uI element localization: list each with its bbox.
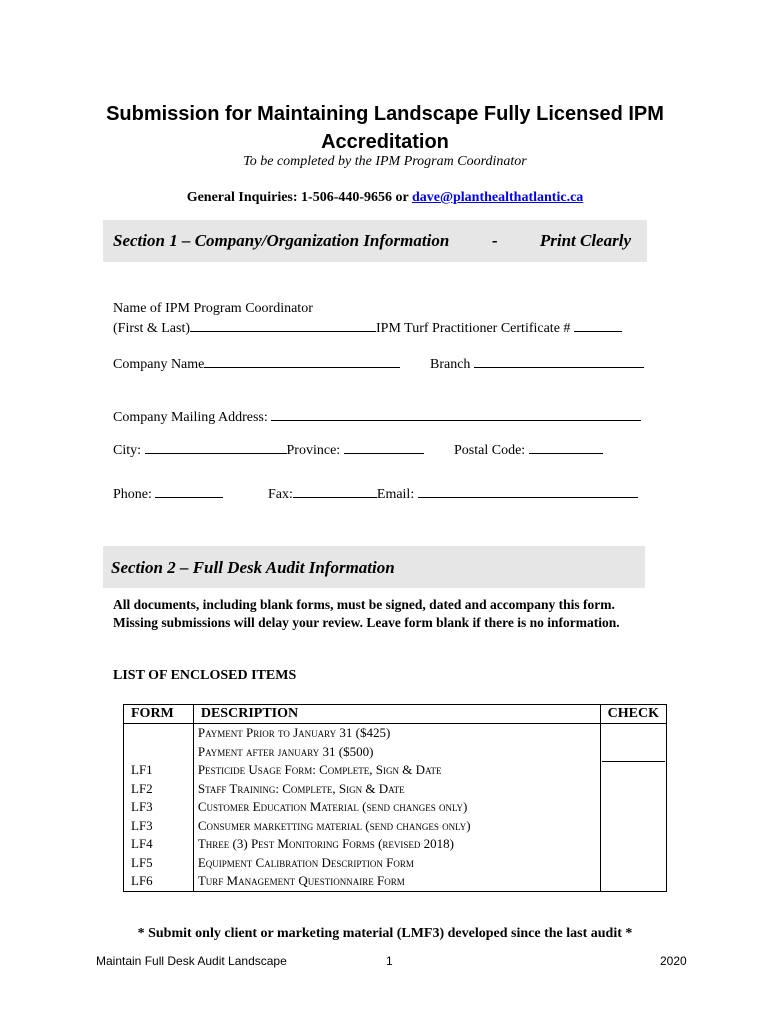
form-code: LF3 (131, 799, 153, 814)
item-description: Staff Training: Complete, Sign & Date (197, 780, 405, 796)
item-description: Three (3) Pest Monitoring Forms (revised 2018) (197, 836, 454, 851)
branch-field[interactable] (474, 354, 644, 368)
company-name-field[interactable] (204, 354, 400, 368)
column-header-check: CHECK (600, 705, 666, 724)
enclosed-items-table (123, 704, 667, 892)
description-column-cell (193, 724, 600, 892)
company-name-label: Company Name (113, 357, 205, 372)
section-1-title: Section 1 – Company/Organization Information (113, 231, 450, 250)
coordinator-label-line1: Name of IPM Program Coordinator (113, 301, 313, 316)
mailing-row (113, 407, 641, 427)
print-clearly-note: Print Clearly (539, 231, 631, 250)
item-description: Payment Prior to January 31 ($425) (197, 725, 391, 740)
section-1-header (103, 220, 647, 262)
subtitle: To be completed by the IPM Program Coordinator (243, 154, 527, 169)
province-field[interactable] (344, 440, 424, 454)
page-title: Submission for Maintaining Landscape Fully Licensed IPM Accreditation (106, 103, 664, 153)
list-heading: LIST OF ENCLOSED ITEMS (113, 668, 297, 683)
postal-row (454, 440, 603, 460)
certificate-label: IPM Turf Practitioner Certificate # (376, 321, 571, 336)
item-description: Payment after january 31 ($500) (197, 743, 374, 759)
city-field[interactable] (145, 440, 287, 454)
form-code: LF5 (131, 854, 153, 870)
table-body-row (124, 724, 667, 892)
payment-check-box[interactable] (602, 725, 665, 762)
form-code: LF1 (131, 762, 153, 777)
column-header-form: FORM (124, 705, 194, 724)
branch-label: Branch (430, 357, 471, 372)
email-label: Email: (376, 487, 415, 502)
coordinator-row (113, 318, 622, 338)
phone-field[interactable] (155, 484, 223, 498)
certificate-number-field[interactable] (574, 318, 622, 332)
postal-code-label: Postal Code: (454, 443, 526, 458)
fax-email-row (268, 484, 638, 504)
province-label: Province: (286, 443, 341, 458)
company-row (113, 354, 400, 374)
city-province-row (113, 440, 424, 460)
footer-page-number: 1 (386, 954, 393, 968)
mailing-address-label: Company Mailing Address: (113, 410, 268, 425)
inquiries-email-link[interactable]: dave@planthealthatlantic.ca (411, 190, 584, 205)
general-inquiries (0, 190, 770, 206)
section-1-dash: - (492, 231, 498, 250)
check-column-cell (600, 724, 666, 892)
form-column-cell (124, 724, 194, 892)
fax-label: Fax: (268, 487, 293, 502)
phone-label: Phone: (113, 487, 152, 502)
footer-left-text: Maintain Full Desk Audit Landscape (96, 954, 287, 968)
email-field[interactable] (418, 484, 638, 498)
form-code (131, 743, 186, 762)
footer-year: 2020 (660, 954, 687, 968)
mailing-address-field[interactable] (271, 407, 641, 421)
form-code: LF3 (131, 817, 153, 833)
postal-code-field[interactable] (529, 440, 603, 454)
coordinator-name-field[interactable] (190, 318, 376, 332)
form-code: LF2 (131, 780, 153, 796)
item-description: Turf Management Questionnaire Form (197, 873, 405, 888)
section-2-title: Section 2 – Full Desk Audit Information (111, 558, 395, 577)
form-code: LF6 (131, 873, 153, 888)
coordinator-label-line2: (First & Last) (113, 321, 190, 336)
item-description: Pesticide Usage Form: Complete, Sign & Date (197, 762, 442, 777)
column-header-description: DESCRIPTION (193, 705, 600, 724)
city-label: City: (113, 443, 142, 458)
section-2-header (103, 546, 645, 588)
item-description: Consumer marketting material (send changes only) (197, 817, 471, 833)
item-description: Customer Education Material (send changes only) (197, 799, 468, 814)
instructions-text: All documents, including blank forms, must be signed, dated and accompany this form. Missing submissions will delay your review. Leave form blank if there is no information. (113, 597, 620, 630)
item-description: Equipment Calibration Description Form (197, 854, 414, 870)
table-header-row (124, 705, 667, 724)
inquiries-label: General Inquiries: 1-506-440-9656 or (186, 190, 409, 205)
submit-note: * Submit only client or marketing material (LMF3) developed since the last audit * (137, 926, 633, 941)
fax-field[interactable] (293, 484, 377, 498)
phone-row (113, 484, 223, 504)
form-code (131, 724, 186, 743)
form-code: LF4 (131, 836, 153, 851)
branch-row (430, 354, 644, 374)
